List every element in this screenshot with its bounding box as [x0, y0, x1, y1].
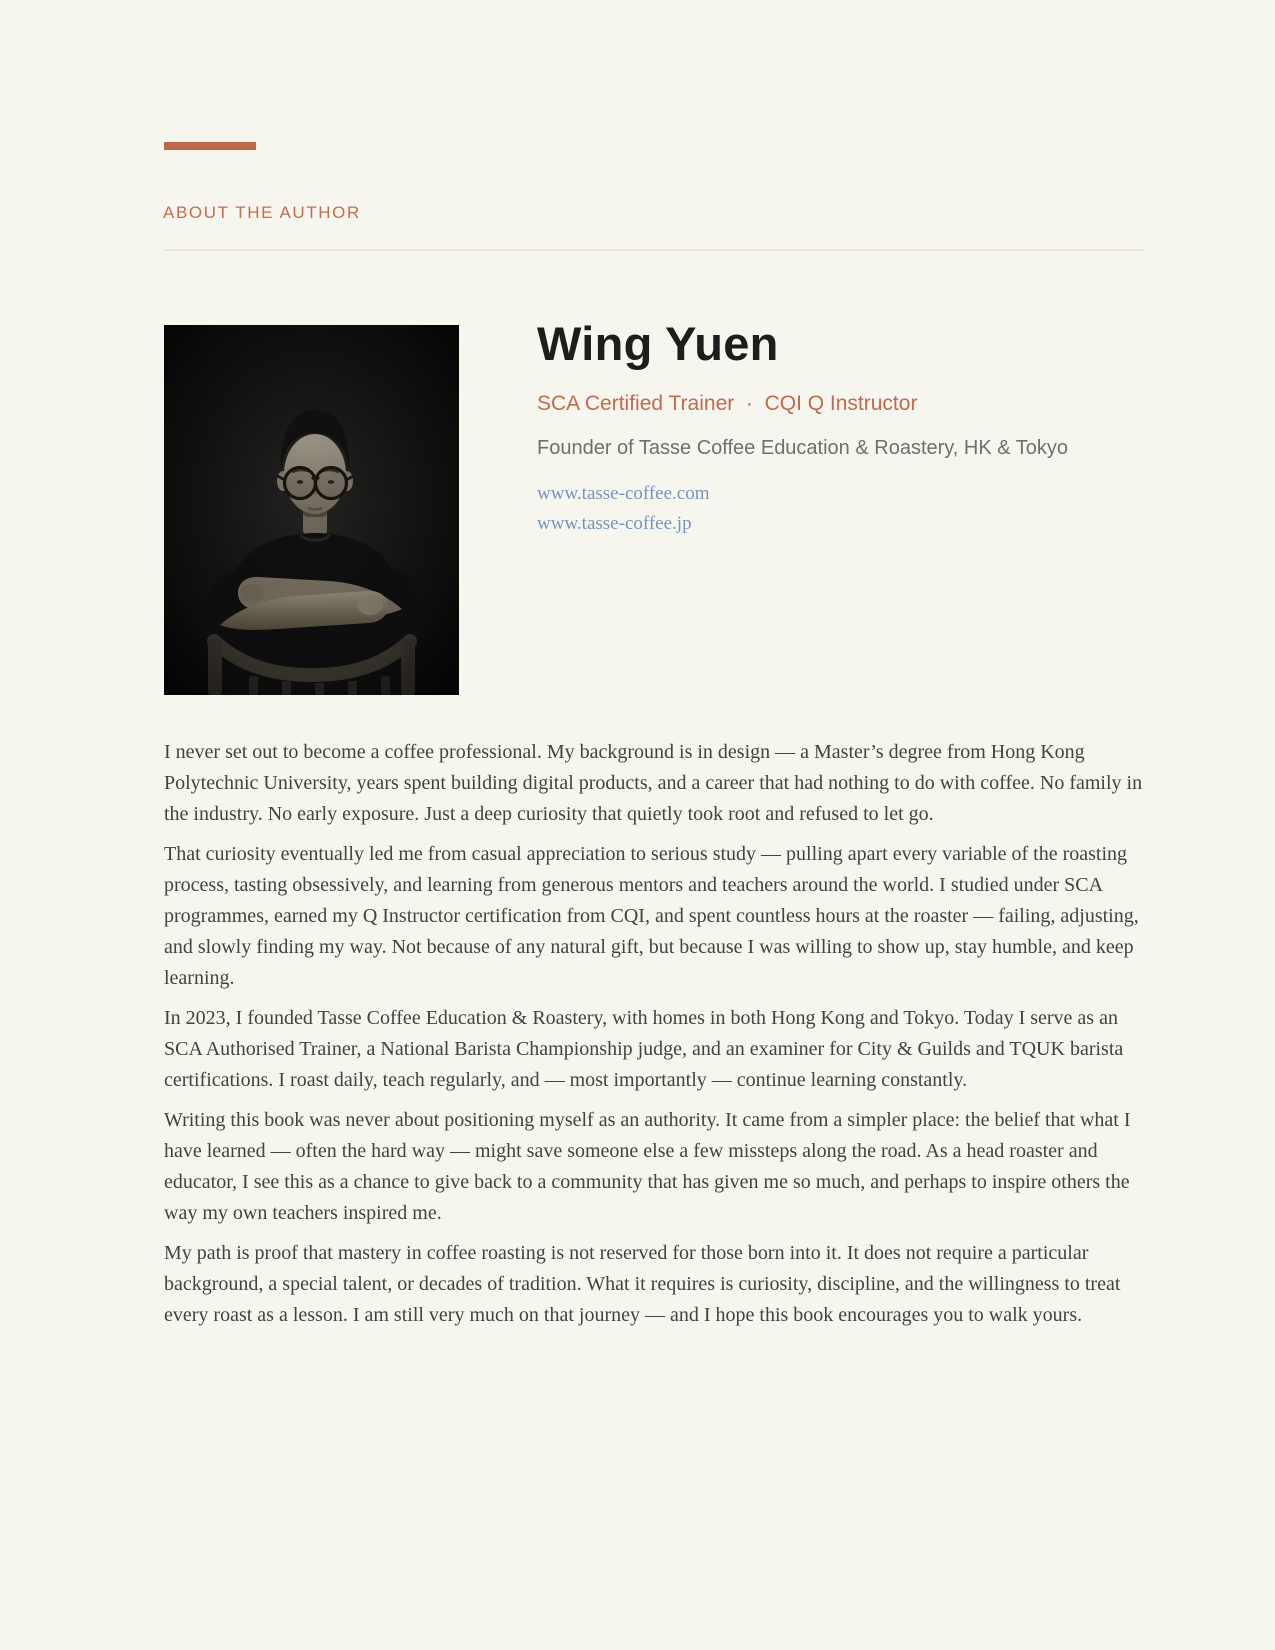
- bio-paragraph: Writing this book was never about positioning myself as an authority. It came from a simpler place: the belief that what I have learned — often the hard way — might save someone else a few missteps along the road. As a head roaster and educator, I see this as a chance to give back to a community that has given me so much, and perhaps to inspire others the way my own teachers inspired me.: [164, 1109, 1131, 1224]
- accent-bar: [164, 142, 256, 150]
- website-link-jp[interactable]: www.tasse-coffee.jp: [537, 513, 692, 534]
- author-info: [537, 318, 1157, 539]
- author-name: Wing Yuen: [537, 317, 779, 370]
- author-bio: [164, 737, 1143, 1340]
- bio-paragraph: That curiosity eventually led me from casual appreciation to serious study — pulling apart every variable of the roasting process, tasting obsessively, and learning from generous mentors and teachers around the world. I studied under SCA programmes, earned my Q Instructor certification from CQI, and spent countless hours at the roaster — failing, adjusting, and slowly finding my way. Not because of any natural gift, but because I was willing to show up, stay humble, and keep learning.: [164, 843, 1139, 989]
- bio-paragraph: In 2023, I founded Tasse Coffee Education & Roastery, with homes in both Hong Kong and Tokyo. Today I serve as an SCA Authorised Trainer, a National Barista Championship judge, and an examiner for City & Guilds and TQUK barista certifications. I roast daily, teach regularly, and — most importantly — continue learning constantly.: [164, 1007, 1124, 1091]
- bio-paragraph: I never set out to become a coffee professional. My background is in design — a Master’s degree from Hong Kong Polytechnic University, years spent building digital products, and a career that had nothing to do with coffee. No family in the industry. No early exposure. Just a deep curiosity that quietly took root and refused to let go.: [164, 741, 1143, 825]
- bio-paragraph: My path is proof that mastery in coffee roasting is not reserved for those born into it. It does not require a particular background, a special talent, or decades of tradition. What it requires is curiosity, discipline, and the willingness to treat every roast as a lesson. I am still very much on that journey — and I hope this book encourages you to walk yours.: [164, 1242, 1121, 1326]
- author-portrait-image: [164, 325, 459, 695]
- website-link-com[interactable]: www.tasse-coffee.com: [537, 483, 710, 504]
- author-credentials: SCA Certified Trainer · CQI Q Instructor: [537, 392, 918, 415]
- author-portrait: [164, 325, 459, 695]
- author-links: [537, 479, 1157, 539]
- section-eyebrow: ABOUT THE AUTHOR: [163, 203, 361, 222]
- author-role: Founder of Tasse Coffee Education & Roastery, HK & Tokyo: [537, 437, 1069, 459]
- divider: [164, 249, 1145, 251]
